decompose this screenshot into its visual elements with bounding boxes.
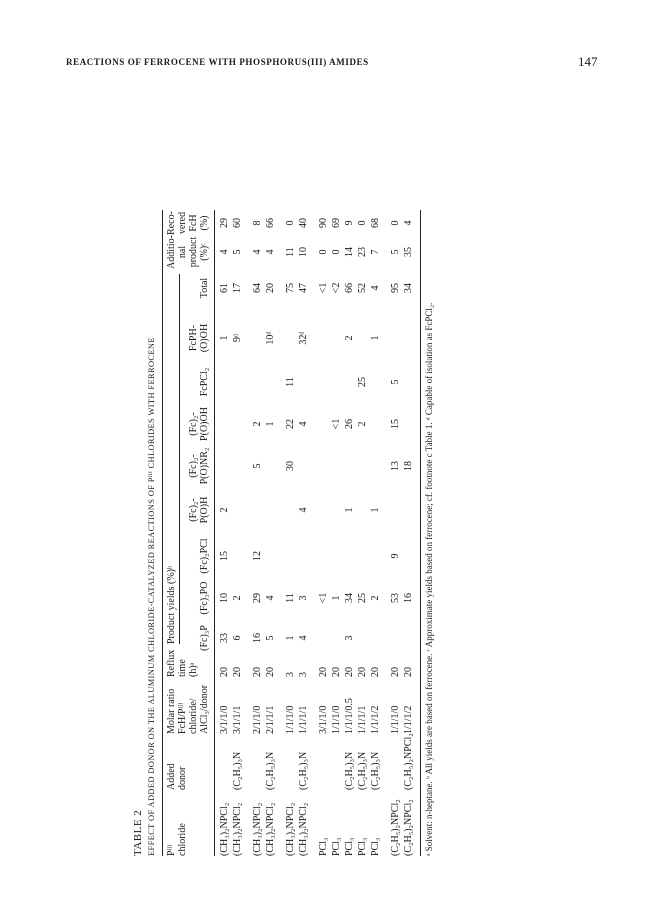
row-ratio: 1/1/1/1 <box>298 705 309 734</box>
header-reflux: time <box>177 659 188 677</box>
row-chloride: (CH₃)₂NPCl₂ <box>298 802 309 856</box>
row-additional: 14 <box>344 247 355 257</box>
row-yield-value: 2 <box>252 421 263 427</box>
row-yield-value: 61 <box>219 283 230 293</box>
rotated-table <box>132 156 552 856</box>
row-ratio: 1/1/1/2 <box>370 705 381 734</box>
header-recovered: vered <box>177 211 188 235</box>
row-yield-value: 22 <box>285 419 296 429</box>
row-yield-value: 1 <box>331 595 342 601</box>
header-yield-col: (Fc)₃PO <box>199 581 210 615</box>
row-yield-value: 11 <box>285 593 296 603</box>
row-yield-value: 1 <box>285 635 296 641</box>
row-recovered: 8 <box>252 220 263 226</box>
row-reflux: 20 <box>252 667 263 677</box>
row-yield-value: 3 <box>298 595 309 601</box>
row-yield-value: 32ᵈ <box>298 331 309 345</box>
row-yield-value: <1 <box>331 418 342 430</box>
row-donor: (C₂H₅)₃N <box>370 751 381 790</box>
header-yield-col: P(O)H <box>199 496 210 524</box>
row-ratio: 1/1/1/0 <box>390 705 401 734</box>
row-yield-value: 66 <box>344 283 355 293</box>
row-yield-value: 10ᵈ <box>265 331 276 345</box>
row-yield-value: 4 <box>370 285 381 291</box>
row-yield-value: 25 <box>357 377 368 387</box>
row-chloride: (CH₃)₂NPCl₂ <box>219 802 230 856</box>
row-yield-value: 4 <box>298 507 309 513</box>
row-ratio: 1/1/1/0 <box>285 705 296 734</box>
row-yield-value: <2 <box>331 282 342 294</box>
row-recovered: 69 <box>331 218 342 228</box>
row-yield-value: 17 <box>232 283 243 293</box>
row-yield-value: 1 <box>219 335 230 341</box>
row-yield-value: 34 <box>403 283 414 293</box>
row-yield-value: 5 <box>265 635 276 641</box>
header-additional: nal <box>177 245 188 259</box>
row-additional: 4 <box>252 249 263 255</box>
row-recovered: 66 <box>265 218 276 228</box>
header-yield-col: (Fc)₂- <box>188 498 199 522</box>
header-yield-col: (O)OH <box>199 323 210 353</box>
row-reflux: 3 <box>285 672 296 677</box>
header-reflux: (h)ᵃ <box>188 662 199 677</box>
row-yield-value: 34 <box>344 593 355 603</box>
row-additional: 5 <box>390 249 401 255</box>
row-yield-value: 5 <box>252 463 263 469</box>
row-additional: 23 <box>357 247 368 257</box>
row-yield-value: 1 <box>370 335 381 341</box>
row-additional: 10 <box>298 247 309 257</box>
row-recovered: 29 <box>219 218 230 228</box>
row-yield-value: 4 <box>298 421 309 427</box>
row-donor: (C₂H₅)₃N <box>298 751 309 790</box>
row-yield-value: 95 <box>390 283 401 293</box>
row-recovered: 90 <box>318 218 329 228</box>
row-reflux: 20 <box>370 667 381 677</box>
header-yield-col: FcPH- <box>188 324 199 352</box>
row-yield-value: 13 <box>390 461 401 471</box>
row-donor: (C₂H₅)₂NPCl₂ <box>403 733 414 790</box>
row-recovered: 9 <box>344 220 355 226</box>
product-yields-rule <box>179 274 180 644</box>
row-additional: 7 <box>370 249 381 255</box>
header-chloride: chloride <box>177 823 188 856</box>
header-product-yields: Product yields (%)ᵇ <box>166 565 177 644</box>
row-yield-value: <1 <box>318 592 329 604</box>
header-molar-ratio: Molar ratio <box>166 688 177 734</box>
header-additional: product <box>188 236 199 268</box>
row-chloride: (CH₃)₂NPCl₂ <box>232 802 243 856</box>
header-yield-col: FcPCl₂ <box>199 367 210 397</box>
row-additional: 0 <box>318 249 329 255</box>
row-yield-value: 64 <box>252 283 263 293</box>
row-yield-value: <1 <box>318 282 329 294</box>
row-recovered: 0 <box>285 220 296 226</box>
header-yield-col: (Fc)₃P <box>199 625 210 651</box>
row-recovered: 4 <box>403 220 414 226</box>
row-ratio: 1/1/1/0.5 <box>344 698 355 734</box>
row-chloride: (CH₃)₂NPCl₂ <box>252 802 263 856</box>
row-yield-value: 52 <box>357 283 368 293</box>
page-number: 147 <box>578 54 598 69</box>
row-yield-value: 10 <box>219 593 230 603</box>
row-chloride: PCl₃ <box>357 837 368 856</box>
row-yield-value: 75 <box>285 283 296 293</box>
row-yield-value: 5 <box>390 379 401 385</box>
row-chloride: (C₂H₅)₂NPCl₂ <box>390 799 401 856</box>
row-ratio: 1/1/1/0 <box>331 705 342 734</box>
row-reflux: 20 <box>232 667 243 677</box>
header-molar-ratio: AlCl₃/donor <box>199 684 210 734</box>
row-yield-value: 4 <box>265 595 276 601</box>
row-additional: 0 <box>331 249 342 255</box>
row-additional: 11 <box>285 247 296 257</box>
row-chloride: PCl₃ <box>370 837 381 856</box>
row-chloride: (C₂H₅)₂NPCl₂ <box>403 799 414 856</box>
row-ratio: 2/1/1/1 <box>265 705 276 734</box>
row-reflux: 20 <box>390 667 401 677</box>
row-yield-value: 16 <box>403 593 414 603</box>
row-chloride: PCl₃ <box>331 837 342 856</box>
row-yield-value: 1 <box>370 507 381 513</box>
row-ratio: 1/1/1/2 <box>403 705 414 734</box>
row-additional: 4 <box>219 249 230 255</box>
row-recovered: 0 <box>357 220 368 226</box>
header-additional: (%)ᶜ <box>199 243 210 261</box>
row-additional: 4 <box>265 249 276 255</box>
header-yield-col: Total <box>199 277 210 299</box>
row-recovered: 40 <box>298 218 309 228</box>
row-donor: (C₂H₅)₃N <box>344 751 355 790</box>
header-molar-ratio: FcH/Pᴵᴵᴵ <box>177 702 188 734</box>
row-yield-value: 53 <box>390 593 401 603</box>
table-footnote: ᵃ Solvent: n-heptane. ᵇ All yields are based on ferrocene. ᶜ Approximate yields based on ferrocene; cf. footnote c Table 1. ᵈ Capable of isolation as FcPCl₂. <box>424 302 434 856</box>
row-yield-value: 2 <box>232 595 243 601</box>
row-reflux: 20 <box>318 667 329 677</box>
table-top-rule <box>162 210 163 856</box>
row-yield-value: 30 <box>285 461 296 471</box>
row-yield-value: 6 <box>232 635 243 641</box>
row-yield-value: 2 <box>344 335 355 341</box>
row-yield-value: 16 <box>252 633 263 643</box>
table-label: TABLE 2 <box>132 809 144 856</box>
header-recovered: (%) <box>199 215 210 231</box>
header-molar-ratio: chloride/ <box>188 698 199 734</box>
row-reflux: 3 <box>298 672 309 677</box>
row-reflux: 20 <box>219 667 230 677</box>
row-yield-value: 9ᵈ <box>232 333 243 343</box>
row-chloride: (CH₃)₂NPCl₂ <box>285 802 296 856</box>
row-donor: (C₂H₅)₃N <box>357 751 368 790</box>
row-yield-value: 15 <box>390 419 401 429</box>
row-ratio: 3/1/1/1 <box>232 705 243 734</box>
row-yield-value: 15 <box>219 551 230 561</box>
table-caption: EFFECT OF ADDED DONOR ON THE ALUMINUM CHLORIDE-CATALYZED REACTIONS OF Pᴵᴵᴵ CHLORIDES WITH FERROCENE <box>147 337 156 856</box>
header-reflux: Reflux <box>166 649 177 677</box>
row-yield-value: 47 <box>298 283 309 293</box>
row-yield-value: 2 <box>357 421 368 427</box>
running-head: REACTIONS OF FERROCENE WITH PHOSPHORUS(III) AMIDES <box>66 57 369 67</box>
header-donor: donor <box>177 766 188 790</box>
row-donor: (C₂H₅)₃N <box>232 751 243 790</box>
row-chloride: PCl₃ <box>344 837 355 856</box>
row-yield-value: 1 <box>344 507 355 513</box>
header-yield-col: (Fc)₂- <box>188 412 199 436</box>
header-yield-col: (Fc)₂- <box>188 454 199 478</box>
row-reflux: 20 <box>344 667 355 677</box>
row-donor: (C₂H₅)₃N <box>265 751 276 790</box>
row-ratio: 1/1/1/1 <box>357 705 368 734</box>
row-yield-value: 3 <box>344 635 355 641</box>
row-ratio: 3/1/1/0 <box>219 705 230 734</box>
row-chloride: PCl₃ <box>318 837 329 856</box>
row-yield-value: 1 <box>265 421 276 427</box>
row-yield-value: 33 <box>219 633 230 643</box>
row-yield-value: 2 <box>219 507 230 513</box>
row-yield-value: 2 <box>370 595 381 601</box>
row-yield-value: 29 <box>252 593 263 603</box>
header-bottom-rule <box>214 210 215 856</box>
row-ratio: 3/1/1/0 <box>318 705 329 734</box>
header-yield-col: P(O)NR₂ <box>199 447 210 485</box>
row-yield-value: 20 <box>265 283 276 293</box>
table-bottom-rule <box>420 210 421 856</box>
row-recovered: 60 <box>232 218 243 228</box>
row-reflux: 20 <box>357 667 368 677</box>
header-chloride: Pᴵᴵᴵ <box>166 844 177 856</box>
row-yield-value: 12 <box>252 551 263 561</box>
row-chloride: (CH₃)₂NPCl₂ <box>265 802 276 856</box>
header-recovered: FcH <box>188 214 199 232</box>
row-yield-value: 26 <box>344 419 355 429</box>
row-yield-value: 4 <box>298 635 309 641</box>
row-recovered: 0 <box>390 220 401 226</box>
header-donor: Added <box>166 763 177 790</box>
row-recovered: 68 <box>370 218 381 228</box>
header-recovered: Reco- <box>166 211 177 235</box>
row-yield-value: 9 <box>390 553 401 559</box>
row-reflux: 20 <box>403 667 414 677</box>
row-additional: 35 <box>403 247 414 257</box>
row-additional: 5 <box>232 249 243 255</box>
row-yield-value: 11 <box>285 377 296 387</box>
row-yield-value: 18 <box>403 461 414 471</box>
row-yield-value: 25 <box>357 593 368 603</box>
row-reflux: 20 <box>331 667 342 677</box>
header-yield-col: P(O)OH <box>199 407 210 441</box>
header-additional: Additio- <box>166 235 177 269</box>
row-ratio: 2/1/1/0 <box>252 705 263 734</box>
row-reflux: 20 <box>265 667 276 677</box>
header-yield-col: (Fc)₂PCl <box>199 538 210 574</box>
